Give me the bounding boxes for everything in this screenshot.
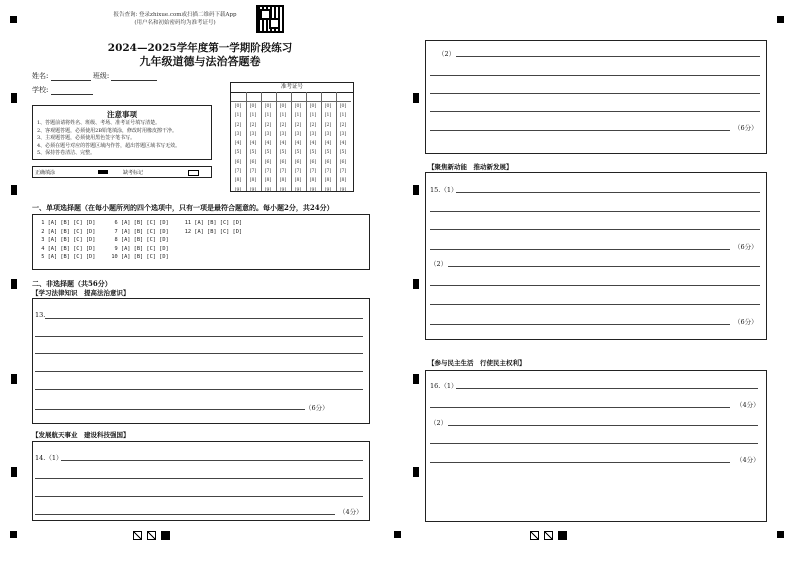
page-mark-slash (147, 531, 156, 540)
notice-item: 2、客观题答题，必须使用2B铅笔填涂，修改时用橡皮擦干净。 (37, 127, 178, 134)
exam-id-bubble[interactable]: [6] (264, 159, 272, 165)
q15-1-score: （6分） (734, 243, 758, 251)
exam-id-bubble[interactable]: [7] (324, 169, 332, 175)
exam-id-bubble[interactable]: [6] (294, 159, 302, 165)
side-mark (413, 374, 419, 384)
exam-id-bubble[interactable]: [8] (279, 178, 287, 184)
q14-2-number: （2） (438, 50, 456, 58)
exam-id-bubble[interactable]: [9] (234, 187, 242, 193)
exam-id-column-divider (291, 92, 292, 191)
side-mark (413, 185, 419, 195)
fill-legend-missing (123, 169, 143, 176)
exam-id-bubble[interactable]: [0] (339, 104, 347, 109)
fill-legend-correct-label: 正确填涂 (35, 170, 56, 176)
answer-line[interactable] (35, 478, 363, 479)
page-mark-solid (558, 531, 567, 540)
school-field[interactable] (51, 87, 93, 95)
exam-id-bubble[interactable]: [7] (309, 169, 317, 175)
exam-id-column (338, 102, 348, 195)
exam-id-box (230, 82, 354, 192)
answer-line[interactable] (45, 318, 363, 319)
exam-id-bubble[interactable]: [9] (264, 187, 272, 193)
answer-line[interactable] (448, 266, 760, 267)
exam-id-column-divider (261, 92, 262, 191)
fill-legend-box (32, 166, 212, 178)
q14-1-number: 14.（1） (35, 454, 63, 462)
exam-id-bubble[interactable]: [4] (234, 141, 242, 147)
exam-id-column-divider (306, 92, 307, 191)
exam-id-column-divider (246, 92, 247, 191)
answer-line[interactable] (35, 336, 363, 337)
q15-1-number: 15.（1） (430, 186, 458, 194)
exam-id-bubble[interactable]: [7] (234, 169, 242, 175)
topic-heading: 【参与民主生活 行使民主权利】 (428, 359, 526, 367)
exam-id-bubble[interactable]: [2] (234, 122, 242, 128)
exam-id-bubble[interactable]: [5] (339, 150, 347, 156)
corner-mark-bottom-mid-left (394, 531, 401, 538)
q14-2-score: （6分） (734, 124, 758, 132)
exam-id-write-cell[interactable] (306, 92, 321, 102)
answer-line[interactable] (430, 304, 760, 305)
exam-id-write-cell[interactable] (246, 92, 261, 102)
exam-id-bubble[interactable]: [9] (279, 187, 287, 193)
exam-id-bubble[interactable]: [1] (309, 113, 317, 119)
exam-id-bubble[interactable]: [7] (264, 169, 272, 175)
answer-line[interactable] (430, 407, 730, 408)
exam-id-column (248, 102, 258, 195)
exam-id-bubble[interactable]: [0] (309, 104, 317, 109)
side-mark (413, 467, 419, 477)
name-field[interactable] (51, 73, 91, 81)
section1-title: 一、单项选择题（在每小题所列的四个选项中，只有一项是最符合题意的。每小题2分，共24分） (32, 203, 334, 212)
exam-id-bubble[interactable]: [7] (294, 169, 302, 175)
answer-line[interactable] (430, 75, 760, 76)
topic-heading: 【聚焦新动能 推动新发展】 (428, 163, 513, 171)
absent-mark-box[interactable] (188, 170, 199, 176)
q15-2-score: （6分） (734, 318, 758, 326)
exam-id-bubble[interactable]: [3] (294, 131, 302, 137)
student-info (32, 71, 157, 81)
exam-id-bubble[interactable]: [2] (339, 122, 347, 128)
answer-line[interactable] (430, 93, 760, 94)
side-mark (413, 279, 419, 289)
exam-id-bubble[interactable]: [5] (294, 150, 302, 156)
exam-id-bubble[interactable]: [8] (309, 178, 317, 184)
answer-line[interactable] (430, 249, 730, 250)
exam-id-bubble[interactable]: [4] (339, 141, 347, 147)
exam-id-bubble[interactable]: [3] (279, 131, 287, 137)
exam-id-bubble[interactable]: [2] (309, 122, 317, 128)
name-label: 姓名: (32, 72, 49, 80)
q16-2-number: （2） (430, 419, 448, 427)
answer-line[interactable] (35, 353, 363, 354)
exam-id-bubble[interactable]: [3] (234, 131, 242, 137)
mc-row[interactable]: 3 [A] [B] [C] [D] 8 [A] [B] [C] [D] (38, 237, 169, 244)
section2-title: 二、非选择题（共56分） (32, 279, 112, 288)
exam-id-write-cell[interactable] (291, 92, 306, 102)
exam-id-bubble[interactable]: [9] (339, 187, 347, 193)
exam-id-write-cell[interactable] (261, 92, 276, 102)
answer-line[interactable] (448, 425, 758, 426)
q14-2-answer-box[interactable] (425, 40, 767, 154)
filled-mark-sample (98, 170, 108, 174)
exam-id-bubble[interactable]: [0] (324, 104, 332, 109)
exam-id-bubble[interactable]: [0] (279, 104, 287, 109)
class-field[interactable] (111, 73, 157, 81)
exam-id-bubble[interactable]: [9] (249, 187, 257, 193)
exam-id-column (323, 102, 333, 195)
exam-id-column (293, 102, 303, 195)
answer-line[interactable] (456, 388, 758, 389)
exam-id-bubble[interactable]: [6] (339, 159, 347, 165)
exam-id-bubble[interactable]: [3] (324, 131, 332, 137)
exam-id-bubble[interactable]: [2] (264, 122, 272, 128)
answer-line[interactable] (61, 460, 363, 461)
exam-id-column (263, 102, 273, 195)
notice-item: 5、保持答卷清洁、完整。 (37, 150, 96, 157)
q15-answer-box[interactable] (425, 172, 767, 340)
mc-row[interactable]: 4 [A] [B] [C] [D] 9 [A] [B] [C] [D] (38, 245, 169, 252)
notice-item: 1、答题前请将姓名、班级、考场、准考证号填写清楚。 (37, 120, 161, 126)
side-mark (11, 93, 17, 103)
exam-id-bubble[interactable]: [2] (294, 122, 302, 128)
exam-id-bubble[interactable]: [6] (279, 159, 287, 165)
exam-id-bubble[interactable]: [0] (234, 104, 242, 109)
q16-1-score: （4分） (736, 401, 760, 409)
corner-mark-top-left (10, 16, 17, 23)
exam-id-bubble[interactable]: [5] (234, 150, 242, 156)
exam-id-bubble[interactable]: [6] (234, 159, 242, 165)
side-mark (413, 93, 419, 103)
answer-line[interactable] (430, 324, 730, 325)
answer-line[interactable] (430, 285, 760, 286)
exam-id-bubble[interactable]: [1] (264, 113, 272, 119)
notice-item: 3、主观题答题，必须使用黑色签字笔书写。 (37, 135, 136, 142)
page-mark-slash (544, 531, 553, 540)
exam-id-bubble[interactable]: [1] (279, 113, 287, 119)
exam-id-bubble[interactable]: [1] (324, 113, 332, 119)
fill-legend-missing-label: 缺考标记 (123, 170, 144, 176)
exam-id-column (278, 102, 288, 195)
notice-title: 注意事项 (107, 110, 137, 119)
side-mark (11, 374, 17, 384)
exam-id-bubble[interactable]: [5] (324, 150, 332, 156)
exam-id-bubble[interactable]: [8] (294, 178, 302, 184)
exam-id-bubble[interactable]: [5] (309, 150, 317, 156)
exam-id-bubble[interactable]: [5] (249, 150, 257, 156)
exam-id-bubble[interactable]: [0] (294, 104, 302, 109)
school-row (32, 85, 93, 95)
answer-line[interactable] (456, 192, 760, 193)
answer-line[interactable] (430, 111, 760, 112)
report-hint-line2: (用户名和初始密码均为准考证号) (134, 20, 216, 26)
exam-id-bubble[interactable]: [4] (249, 141, 257, 147)
exam-id-bubble[interactable]: [6] (249, 159, 257, 165)
exam-id-column-divider (321, 92, 322, 191)
exam-id-column (308, 102, 318, 195)
exam-id-bubble[interactable]: [6] (324, 159, 332, 165)
exam-id-bubble[interactable]: [3] (249, 131, 257, 137)
corner-mark-top-right (777, 16, 784, 23)
answer-line[interactable] (35, 514, 335, 515)
answer-line[interactable] (430, 130, 730, 131)
exam-id-bubble[interactable]: [4] (324, 141, 332, 147)
answer-line[interactable] (35, 371, 363, 372)
answer-line[interactable] (35, 496, 363, 497)
exam-id-column-divider (276, 92, 277, 191)
exam-id-column (233, 102, 243, 195)
exam-id-bubble[interactable]: [5] (279, 150, 287, 156)
exam-id-bubble[interactable]: [3] (264, 131, 272, 137)
exam-id-bubble[interactable]: [4] (294, 141, 302, 147)
q13-number: 13. (35, 311, 46, 319)
page-mark-slash (530, 531, 539, 540)
exam-id-bubble[interactable]: [5] (264, 150, 272, 156)
exam-id-bubble[interactable]: [9] (294, 187, 302, 193)
exam-id-bubble[interactable]: [8] (249, 178, 257, 184)
mc-row[interactable]: 1 [A] [B] [C] [D] 6 [A] [B] [C] [D] 11 [A] [B] [C] [D] (38, 220, 243, 226)
page-subtitle: 九年级道德与法治答题卷 (139, 55, 261, 68)
corner-mark-bottom-left (10, 531, 17, 538)
exam-id-bubble[interactable]: [1] (339, 113, 347, 119)
report-hint-line1: 报告查询: 登录zhixue.com或扫描二维码下载App (113, 12, 237, 18)
exam-id-bubble[interactable]: [4] (279, 141, 287, 147)
exam-id-column-divider (336, 92, 337, 191)
exam-id-bubble[interactable]: [8] (264, 178, 272, 184)
mc-rows (38, 219, 242, 262)
exam-id-write-cell[interactable] (276, 92, 291, 102)
exam-id-bubble[interactable]: [2] (249, 122, 257, 128)
exam-id-write-cell[interactable] (231, 92, 246, 102)
exam-id-bubble[interactable]: [7] (339, 169, 347, 175)
notice-item: 4、必须在题号对应的答题区域内作答，超出答题区域书写无效。 (37, 142, 181, 149)
exam-id-bubble[interactable]: [8] (339, 178, 347, 184)
topic-heading: 【学习法律知识 提高法治意识】 (32, 289, 130, 297)
mc-row[interactable]: 2 [A] [B] [C] [D] 7 [A] [B] [C] [D] 12 [A] [B] [C] [D] (38, 228, 243, 235)
q15-2-number: （2） (430, 260, 448, 268)
answer-line[interactable] (430, 462, 730, 463)
exam-id-bubble[interactable]: [1] (294, 113, 302, 119)
exam-id-bubble[interactable]: [9] (324, 187, 332, 193)
mc-row[interactable]: 5 [A] [B] [C] [D] 10 [A] [B] [C] [D] (38, 254, 169, 261)
answer-line[interactable] (430, 211, 760, 212)
exam-id-bubble[interactable]: [3] (309, 131, 317, 137)
answer-line[interactable] (430, 443, 758, 444)
exam-id-bubble[interactable]: [0] (249, 104, 257, 109)
exam-id-label: 准考证号 (231, 83, 353, 93)
exam-id-bubble[interactable]: [1] (234, 113, 242, 119)
answer-line[interactable] (35, 409, 305, 410)
exam-id-bubble[interactable]: [8] (324, 178, 332, 184)
exam-id-bubble[interactable]: [7] (249, 169, 257, 175)
page-mark-solid (161, 531, 170, 540)
section1-answer-box (32, 214, 370, 270)
exam-id-bubble[interactable]: [0] (264, 104, 272, 109)
topic-heading: 【发展航天事业 建设科技强国】 (32, 431, 130, 439)
exam-id-write-cell[interactable] (321, 92, 336, 102)
answer-line[interactable] (430, 229, 760, 230)
school-label: 学校: (32, 86, 49, 94)
class-label: 班级: (92, 72, 110, 80)
q16-answer-box[interactable] (425, 370, 767, 522)
q16-1-number: 16.（1） (430, 382, 458, 390)
exam-id-bubble[interactable]: [2] (279, 122, 287, 128)
q13-score: （6分） (305, 404, 329, 412)
exam-id-bubble[interactable]: [6] (309, 159, 317, 165)
answer-line[interactable] (35, 389, 363, 390)
q14-1-score: （4分） (339, 508, 363, 516)
corner-mark-bottom-right (777, 531, 784, 538)
qr-code-icon[interactable] (256, 5, 284, 33)
exam-id-bubble[interactable]: [4] (309, 141, 317, 147)
exam-id-bubble[interactable]: [4] (264, 141, 272, 147)
side-mark (11, 185, 17, 195)
side-mark (11, 279, 17, 289)
exam-id-write-cell[interactable] (336, 92, 351, 102)
answer-line[interactable] (456, 56, 760, 57)
fill-legend-correct (35, 169, 55, 176)
exam-id-bubble[interactable]: [2] (324, 122, 332, 128)
exam-id-bubble[interactable]: [7] (279, 169, 287, 175)
q14-1-answer-box[interactable] (32, 441, 370, 521)
report-hint (100, 11, 250, 27)
page-mark-slash (133, 531, 142, 540)
side-mark (11, 467, 17, 477)
exam-id-bubble[interactable]: [8] (234, 178, 242, 184)
q16-2-score: （4分） (736, 456, 760, 464)
exam-id-bubble[interactable]: [9] (309, 187, 317, 193)
exam-id-bubble[interactable]: [1] (249, 113, 257, 119)
page-title: 2024—2025学年度第一学期阶段练习 (107, 42, 293, 54)
exam-id-bubble[interactable]: [3] (339, 131, 347, 137)
notice-box (32, 105, 212, 160)
q13-answer-box[interactable] (32, 298, 370, 424)
